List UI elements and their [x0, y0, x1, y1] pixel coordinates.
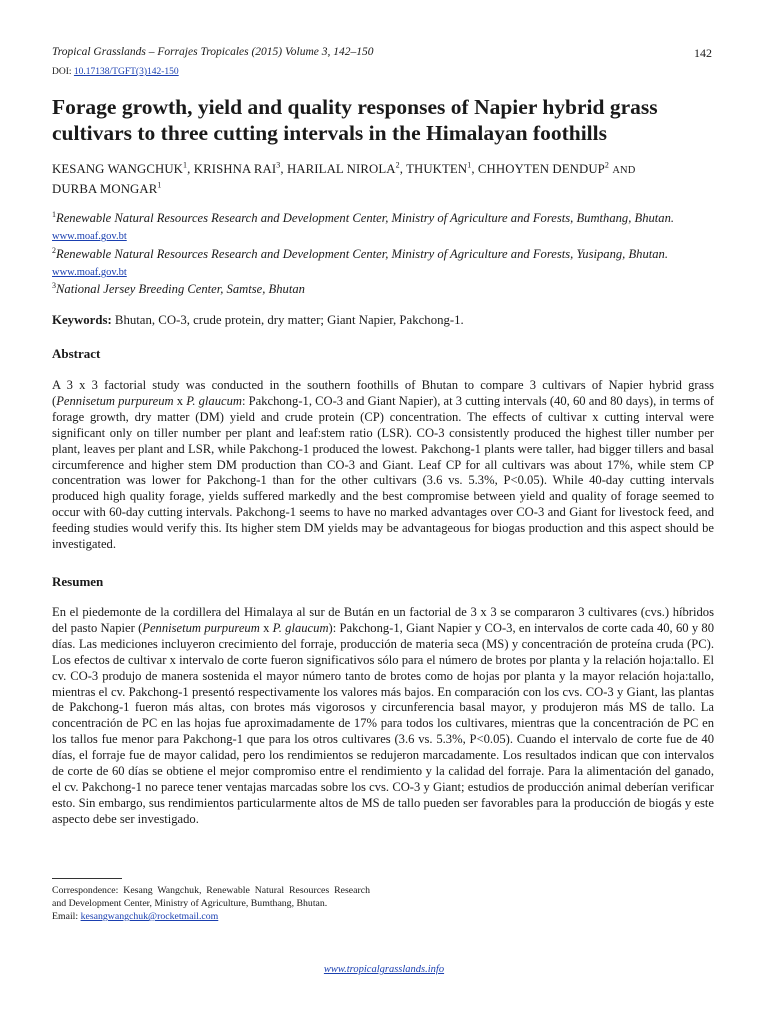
author-separator: ,: [280, 162, 287, 176]
resumen-text: ): Pakchong-1, Giant Napier y CO-3, en intervalos de corte cada 40, 60 y 80 días. Las mediciones incluyeron crecimiento del forraje, producción de materia seca (MS) y concentración de proteína cruda (PC). Los efectos de cultivar x intervalo de corte fueron significativos sólo para el número de brotes por planta y la relación hoja:tallo. El cv. CO-3 produjo de manera sostenida el mayor número tanto de brotes como de hojas por planta y la mayor relación hoja:tallo, mientras el cv. Pakchong-1 presentó respectivamente los valores más bajos. En comparación con los cvs. CO-3 y Giant, las plantas de Pakchong-1 fueron más altas, con brotes más vigorosos y circunferencia basal mayor, y produjeron más MS de tallo. La concentración de PC en las hojas fue aproximadamente de 17% para todos los cultivares, mientras que la concentración de PC en los tallos fue menor para Pakchong-1 que para los otros cultivares (3.6 vs. 5.3%, P<0.05). Cuando el intervalo de corte fue de 40 días, el forraje fue de mayor calidad, pero los rendimientos se redujeron marcadamente. Los resultados indican que con intervalos de corte de 60 días se obtiene el mejor compromiso entre el rendimiento y la calidad del forraje. Para la alimentación del ganado, el cv. Pakchong-1 no parece tener ventajas marcadas sobre los cvs. CO-3 y Giant; estudios de producción animal deberían verificar esto. Sin embargo, sus rendimientos particularmente altos de MS de tallo pueden ser favorables para la producción de biogás y este aspecto debe ser investigado.: [52, 620, 714, 826]
cross-symbol: x: [173, 393, 187, 408]
affiliation-item: [52, 246, 722, 282]
author-and: AND: [612, 165, 636, 176]
abstract-text: : Pakchong-1, CO-3 and Giant Napier), at 3 cutting intervals (40, 60 and 80 days), in terms of forage growth, dry matter (DM) yield and crude protein (CP) concentration. The effects of cultivar x cutting interval were significant only on tiller number per plant and leaf:stem ratio (LSR). CO-3 consistently produced the highest tiller number per plant, leaves per plant and LSR, while Pakchong-1 produced the lowest. Pakchong-1 plants were taller, had bigger tillers and basal circumference and higher stem DM production than CO-3 and Giant. Leaf CP for all cultivars was about 17%, while stem CP concentration was lower for Pakchong-1 than for the other cultivars (3.6 vs. 5.3%, P<0.05). While 40-day cutting intervals produced high quality forage, yields suffered markedly and the best compromise between yield and quality of forage seemed to occur with 60-day cutting intervals. Pakchong-1 seems to have no marked advantages over CO-3 and Giant for livestock feed, and feeding studies would verify this. Its higher stem DM yields may be advantageous for biogas production and this aspect should be investigated.: [52, 393, 714, 552]
footer: [0, 964, 768, 975]
author-affiliation-mark: 3: [276, 160, 281, 170]
author-affiliation-mark: 2: [395, 160, 400, 170]
keywords-label: Keywords:: [52, 313, 112, 327]
affiliation-text: Renewable Natural Resources Research and Development Center, Ministry of Agriculture and Forests, Bumthang, Bhutan.: [56, 211, 675, 225]
author-affiliation-mark: 1: [467, 160, 472, 170]
author-name: CHHOYTEN DENDUP: [477, 162, 605, 176]
author-separator: ,: [471, 162, 478, 176]
affiliation-number: 2: [52, 245, 56, 255]
affiliation-url[interactable]: www.moaf.gov.bt: [52, 231, 127, 243]
resumen-paragraph: [52, 605, 714, 828]
species-name: P. glaucum: [186, 393, 242, 408]
correspondence-text: Correspondence: Kesang Wangchuk, Renewable Natural Resources Research and Development Center, Ministry of Agriculture, Bumthang, Bhutan.: [52, 885, 370, 909]
doi-link[interactable]: 10.17138/TGFT(3)142-150: [73, 67, 179, 77]
author-name: DURBA MONGAR: [52, 182, 158, 196]
page-number: 142: [694, 46, 712, 60]
abstract-paragraph: [52, 378, 714, 553]
affiliation-item: [52, 210, 722, 246]
keywords: [52, 313, 722, 328]
email-link[interactable]: kesangwangchuk@rocketmail.com: [80, 911, 219, 922]
affiliation-item: [52, 281, 722, 298]
abstract-heading: Abstract: [52, 346, 101, 361]
author-name: KESANG WANGCHUK: [52, 162, 184, 176]
affiliation-number: 3: [52, 281, 56, 290]
email-label: Email:: [52, 911, 79, 922]
doi-label: DOI:: [52, 67, 72, 77]
author-name: KRISHNA RAI: [193, 162, 277, 176]
species-name: Pennisetum purpureum: [142, 620, 260, 635]
author-affiliation-mark: 2: [604, 160, 610, 170]
author-name: THUKTEN: [406, 162, 468, 176]
affiliation-url[interactable]: www.moaf.gov.bt: [52, 266, 127, 278]
resumen-text: En el piedemonte de la cordillera del Himalaya al sur de Bután en un factorial de 3 x 3 se compararon 3 cultivares (cvs.) híbridos del pasto Napier (: [52, 605, 714, 635]
author-affiliation-mark: 1: [157, 180, 162, 190]
affiliation-list: [52, 210, 722, 298]
doi-line: [52, 67, 179, 77]
resumen-heading: Resumen: [52, 574, 104, 589]
footnote-divider: [52, 878, 122, 879]
author-affiliation-mark: 1: [183, 160, 188, 170]
author-separator: ,: [399, 162, 407, 176]
journal-citation: Tropical Grasslands – Forrajes Tropicales (2015) Volume 3, 142–150: [52, 46, 374, 58]
cross-symbol: x: [259, 620, 273, 635]
paper-title: Forage growth, yield and quality responses of Napier hybrid grass cultivars to three cutting intervals in the Himalayan foothills: [52, 95, 658, 145]
abstract-text: A 3 x 3 factorial study was conducted in the southern foothills of Bhutan to compare 3 cultivars of Napier hybrid grass (: [52, 378, 714, 408]
affiliation-text: Renewable Natural Resources Research and Development Center, Ministry of Agriculture and Forests, Yusipang, Bhutan.: [56, 246, 669, 261]
journal-website-link[interactable]: www.tropicalgrasslands.info: [323, 964, 445, 975]
species-name: P. glaucum: [272, 620, 329, 635]
keywords-text: Bhutan, CO-3, crude protein, dry matter; Giant Napier, Pakchong-1.: [114, 313, 464, 327]
author-list: [52, 160, 722, 198]
affiliation-text: National Jersey Breeding Center, Samtse, Bhutan: [56, 282, 305, 297]
author-name: HARILAL NIROLA: [286, 162, 396, 176]
author-separator: ,: [187, 162, 194, 176]
affiliation-number: 1: [52, 209, 56, 219]
species-name: Pennisetum purpureum: [56, 393, 174, 408]
correspondence-footnote: [52, 884, 370, 923]
